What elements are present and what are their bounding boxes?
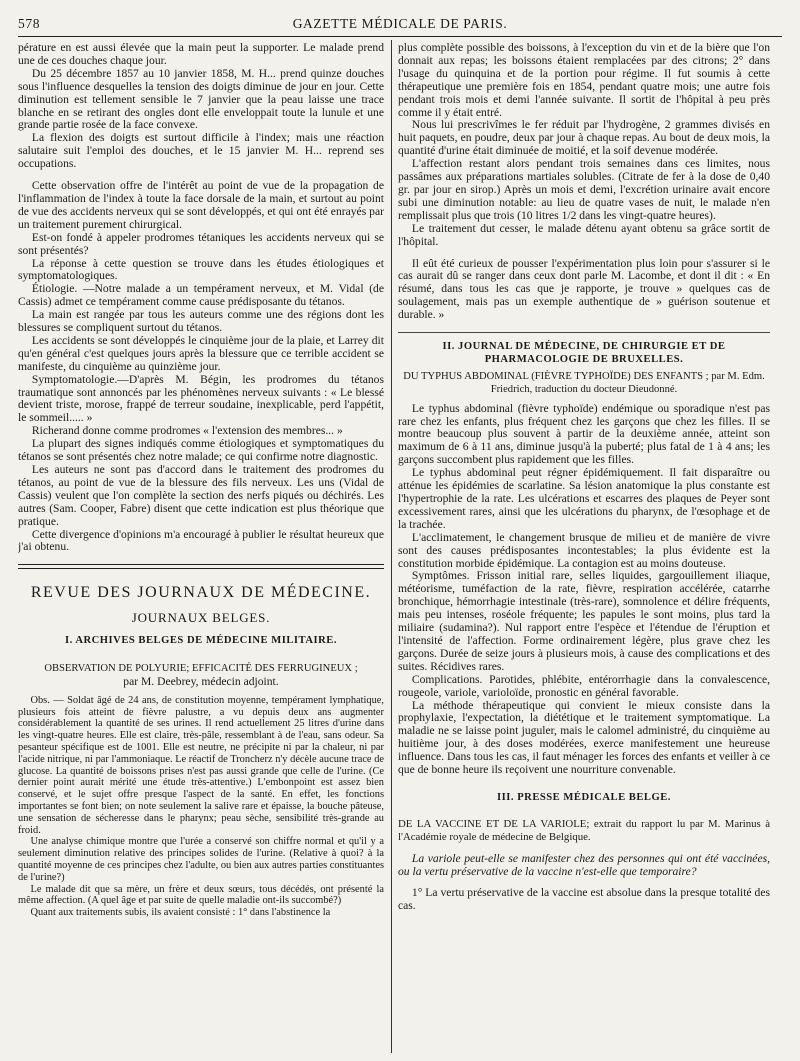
paragraph: plus complète possible des boissons, à l'exception du vin et de la bière que l'on donnait aux repas; les boissons étaient remplacées par des citrons; 2° dans l'usage du quinquina et de la portion pour régime. Il fut soumis à cette thérapeutique une première fois en 1854, pendant quatre mois; une autre fois pendant trois mois et demi l'année suivante. Il sortit de l'hôpital à peu près comme il y était entré. — [398, 42, 770, 119]
paragraph: La méthode thérapeutique qui convient le mieux consiste dans la prophylaxie, l'expectation, la diététique et le traitement symptomatique. La maladie ne se laisse point juguler, mais le calomel administré, du cinquième au huitième jour, à des doses modérées, exerce manifestement une heureuse influence. Dans tous les cas, il faut ménager les forces des enfants et veiller à ce que de bonne heure ils reçoivent une nourriture convenable. — [398, 698, 770, 777]
journal-title: GAZETTE MÉDICALE DE PARIS. — [292, 16, 508, 31]
column-divider — [391, 40, 392, 1053]
observation-author: par M. Deebrey, médecin adjoint. — [123, 674, 279, 688]
paragraph: Les auteurs ne sont pas d'accord dans le traitement des prodromes du tétanos, au point de vue de la blessure des fils nerveux. Les uns (Vidal de Cassis) veulent que l'on complète la section des nerfs piqués ou déchirés. Les autres (Sam. Cooper, Fabre) disent que cette indication est plus théorique que pratique. — [18, 463, 384, 528]
section-rule — [398, 332, 770, 333]
section-heading-3: III. PRESSE MÉDICALE BELGE. — [497, 791, 671, 803]
page-header — [18, 10, 782, 37]
vaccine-article-title: DE LA VACCINE ET DE LA VARIOLE; extrait du rapport lu par M. Marinus à l'Académie royale de médecine de Belgique. — [398, 817, 770, 843]
paragraph: 1° La vertu préservative de la vaccine est absolue dans la presque totalité des cas. — [398, 886, 770, 913]
paragraph: La main est rangée par tous les auteurs comme une des régions dont les blessures se compliquent surtout du tétanos. — [18, 308, 384, 335]
paragraph: Le malade dit que sa mère, un frère et deux sœurs, tous décédés, ont présenté la même affection. (A quel âge et par suite de quelle maladie ont-ils succombé?) — [18, 883, 384, 907]
left-column — [18, 42, 384, 1053]
right-column — [398, 42, 770, 1053]
paragraph: Le typhus abdominal peut régner épidémiquement. Il fait disparaître ou atténue les épidémies de scarlatine. Sa lésion anatomique la plus constante est l'hypertrophie de la rate. Les ulcérations et escarres des plaques de Peyer sont excessivement rares, ainsi que les ulcérations du pharynx, de l'œsophage et de la trachée. — [398, 466, 770, 531]
section-heading-2: II. JOURNAL DE MÉDECINE, DE CHIRURGIE ET DE PHARMACOLOGIE DE BRUXELLES. — [442, 341, 726, 365]
paragraph: Cette divergence d'opinions m'a encouragé à publier le résultat heureux que j'ai obtenu. — [18, 527, 384, 554]
paragraph: Une analyse chimique montre que l'urée a conservé son chiffre normal et qu'il y a seulement diminution relative des principes solides de l'urine. (Relative à quoi? à la quantité moyenne de ces principes chez l'adulte, ou bien aux autres parties constituantes de l'urine?) — [18, 836, 384, 883]
paragraph: La réponse à cette question se trouve dans les études étiologiques et symptomatologiques. — [18, 256, 384, 283]
paragraph: La plupart des signes indiqués comme étiologiques et symptomatiques du tétanos se sont présentés chez notre malade; ce qui confirme notre diagnostic. — [18, 437, 384, 464]
paragraph: Est-on fondé à appeler prodromes tétaniques les accidents nerveux qui se sont présentés? — [18, 230, 384, 257]
paragraph: Les accidents se sont développés le cinquième jour de la plaie, et Larrey dit qu'en général c'est quelques jours après la blessure que ce terrible accident se manifeste, du cinquième au quinzième jour. — [18, 333, 384, 373]
paragraph: Du 25 décembre 1857 au 10 janvier 1858, M. H... prend quinze douches sous l'influence desquelles la tension des doigts diminue de jour en jour. Cette diminution est tellement sensible le 7 janvier que la peau laisse une trace blanche en se retirant des ongles dont elle enveloppait toute la lunule et une grande partie rosée de la face convexe. — [18, 66, 384, 132]
paragraph: L'acclimatement, le changement brusque de milieu et de manière de vivre sont des causes prédisposantes incontestables; la plus évidente est la constitution morbide épidémique. La contagion est au moins douteuse. — [398, 530, 770, 570]
paragraph: Le typhus abdominal (fièvre typhoïde) endémique ou sporadique n'est pas rare chez les enfants, plus fréquent chez les garçons que chez les filles. Il se montre beaucoup plus souvent à partir de la deuxième année, atteint son maximum de 6 à 11 ans, diminue jusqu'à la puberté; plus fatal de 1 à 4 ans; les garçons succombent plus rapidement que les filles. — [398, 401, 770, 467]
paragraph: L'affection restant alors pendant trois semaines dans ces limites, nous passâmes aux préparations martiales solubles. (Citrate de fer à la dose de 0,40 gr. par jour en sirop.) Après un mois et demi, l'excrétion urinaire avait encore subi une diminution notable: au lieu de quatre vases de nuit, le malade n'en remplissait plus que trois (10 litres 1/2 dans les vingt-quatre heures). — [398, 157, 770, 222]
paragraph: pérature en est aussi élevée que la main peut la supporter. Le malade prend une de ces douches chaque jour. — [18, 42, 384, 67]
paragraph: Il eût été curieux de pousser l'expérimentation plus loin pour s'assurer si le cas aurait dû se ranger dans ceux dont parle M. Lacombe, et dont il dit : « En résumé, dans tous les cas que je rapporte, je trouve » quelques cas de soulagement, mais pas un exemple authentique de » guérison soutenue et durable. » — [398, 256, 770, 322]
paragraph: Cette observation offre de l'intérêt au point de vue de la propagation de l'inflammation de l'index à toute la face dorsale de la main, et surtout au point de vue des accidents nerveux qui se sont développés, et qui ont été enrayés par un traitement purement chirurgical. — [18, 179, 384, 231]
paragraph-complications: Complications. Parotides, phlébite, entérorrhagie dans la convalescence, rougeole, variole, varioloïde, pronostic en général favorable. — [398, 672, 770, 699]
paragraph: Quant aux traitements subis, ils avaient consisté : 1° dans l'abstinence la — [30, 907, 331, 919]
paragraph: La flexion des doigts est surtout difficile à l'index; mais une réaction salutaire suit l'emploi des douches, et le 15 janvier M. H... reprend ses occupations. — [18, 131, 384, 171]
observation-title: OBSERVATION DE POLYURIE; EFFICACITÉ DES FERRUGINEUX ; — [44, 663, 358, 675]
paragraph-etiologie: Étiologie. —Notre malade a un tempérament nerveux, et M. Vidal (de Cassis) admet ce tempérament comme cause prédisposante du tétanos. — [18, 282, 384, 309]
paragraph-symptomes: Symptômes. Frisson initial rare, selles liquides, gargouillement iliaque, météorisme, tuméfaction de la rate, fièvre, respiration accélérée, catarrhe bronchique, hémorrhagie intestinale (très-rare), somnolence et délire fréquents, mais peu intenses, roséole fréquente; les papules le sont moins, plus tard la miliaire (sudamina?). Nul rapport entre l'espèce et l'étendue de l'éruption et l'intensité de l'affection. Forme ordinairement légère, plus grave chez les garçons. Durée de seize jours à plusieurs mois, à cause des complications et des suites. Récidives rares. — [398, 569, 770, 673]
paragraph-symptomatologie: Symptomatologie.—D'après M. Bégin, les prodromes du tétanos traumatique sont annoncés par les phénomènes nerveux suivants : « Le blessé devient triste, morose, frappé de terreur soudaine, inexplicable, perd l'appétit, le sommeil..... » — [18, 372, 384, 425]
paragraph: Nous lui prescrivîmes le fer réduit par l'hydrogène, 2 grammes divisés en huit paquets, en poudre, deux par jour à chaque repas. Au bout de deux mois, la quantité d'urine était diminuée de moitié, et la soif devenue modérée. — [398, 118, 770, 158]
page-number: 578 — [18, 16, 41, 31]
section-heading-1: I. ARCHIVES BELGES DE MÉDECINE MILITAIRE. — [65, 635, 337, 647]
journaux-belges-heading: JOURNAUX BELGES. — [131, 610, 271, 626]
paragraph: Obs. — Soldat âgé de 24 ans, de constitution moyenne, tempérament lymphatique, plusieurs fois atteint de fièvre palustre, a vu depuis deux ans augmenter considérablement la quantité de ses urines. Il rend actuellement 25 litres d'urine dans les vingt-quatre heures. Elle est claire, très-pâle, ressemblant à de l'eau, sans odeur. Sa pesanteur spécifique est de 1001. Elle est neutre, ne précipite ni par la chaleur, ni par l'acide nitrique, ni par l'ammoniaque. Le réactif de Troncherz n'y décèle aucune trace de glucose. La quantité de boissons prises n'est pas aussi grande que celle de l'urine. (Ce dernier point aurait mérité une étude très-attentive.) L'embonpoint est assez bien conservé, et le sujet offre presque l'aspect de la santé. En effet, les fonctions importantes se font bien; on note seulement la salive rare et épaisse, la bouche pâteuse, une sensation de sécheresse dans le pharynx; peau sèche, sensibilité très-grande au froid. — [18, 694, 384, 836]
section-rule — [18, 564, 384, 569]
paragraph-question: La variole peut-elle se manifester chez des personnes qui ont été vaccinées, ou la vertu préservative de la vaccine n'est-elle que temporaire? — [398, 851, 770, 878]
revue-title: REVUE DES JOURNAUX DE MÉDECINE. — [30, 584, 372, 602]
paragraph: Richerand donne comme prodromes « l'extension des membres... » — [31, 424, 343, 438]
typhus-article-title: DU TYPHUS ABDOMINAL (FIÈVRE TYPHOÏDE) DES ENFANTS ; par M. Edm. Friedrich, traduction du docteur Dieudonné. — [403, 370, 765, 395]
paragraph: Le traitement dut cesser, le malade détenu ayant obtenu sa grâce sortit de l'hôpital. — [398, 221, 770, 248]
